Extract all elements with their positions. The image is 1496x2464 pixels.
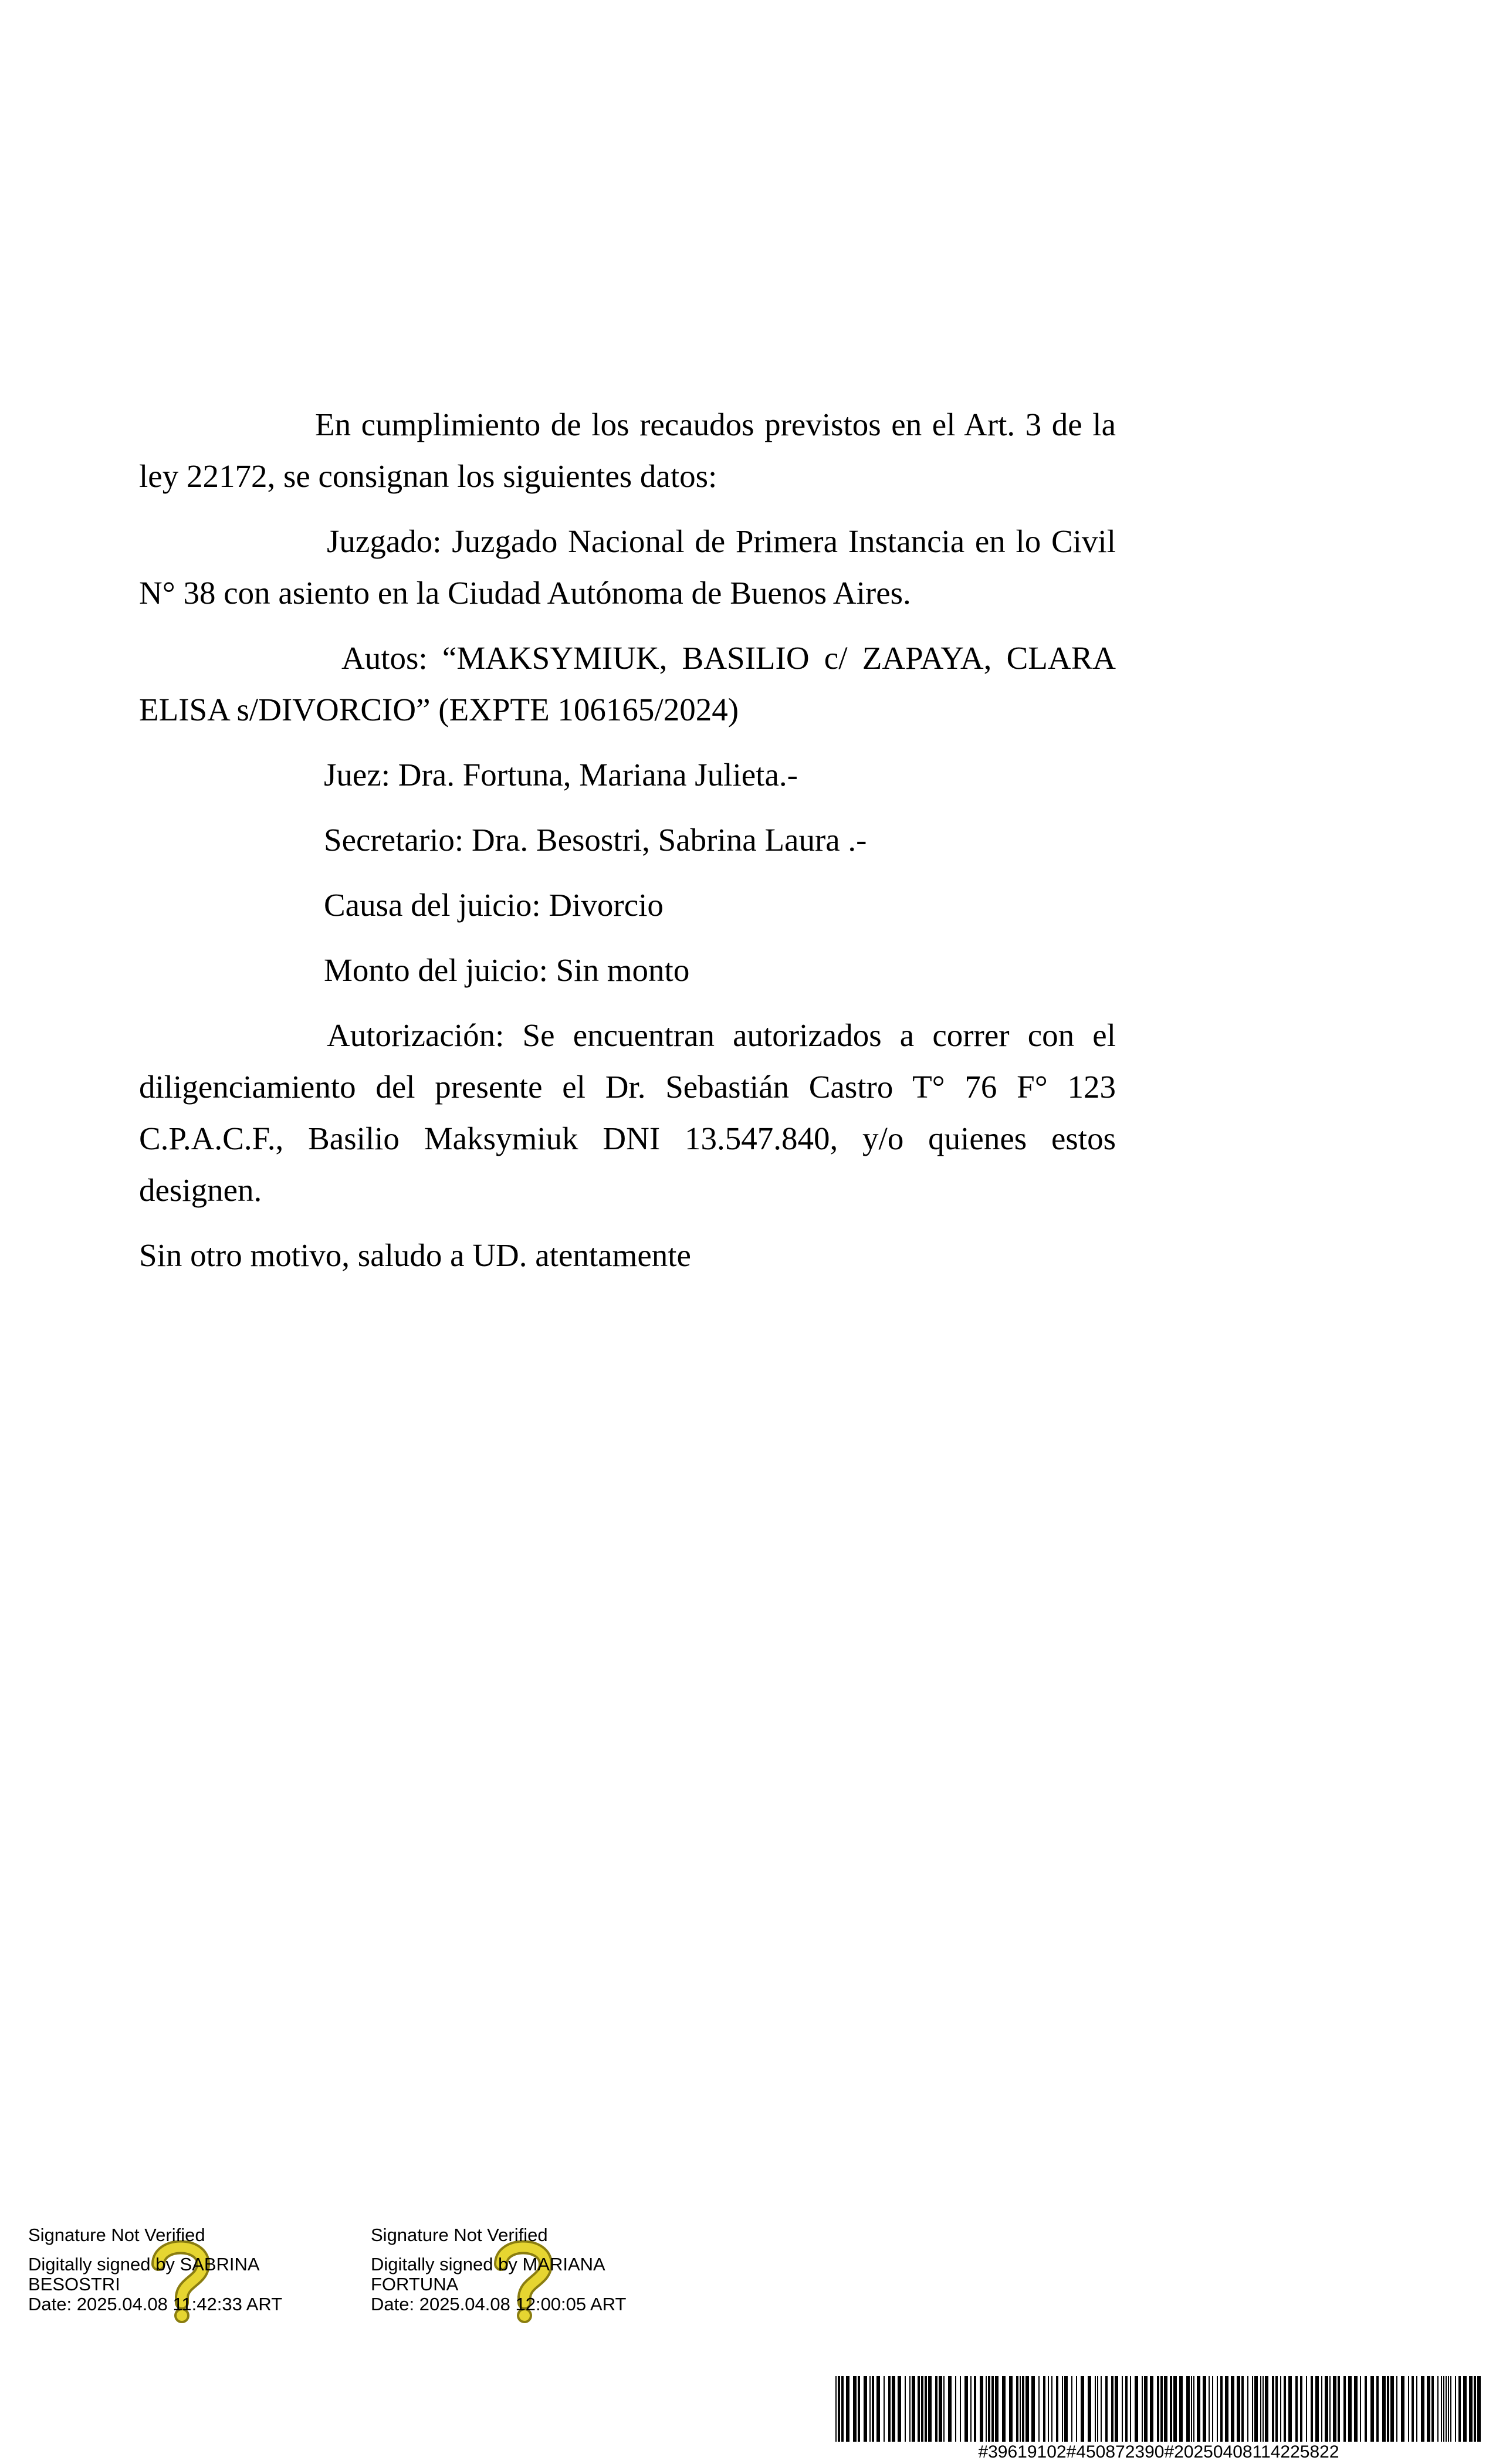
barcode-bar [995, 2376, 999, 2442]
signature-status: Signature Not Verified [371, 2225, 548, 2245]
barcode-bar [841, 2376, 844, 2442]
juez-line: Juez: Dra. Fortuna, Mariana Julieta.- [324, 757, 798, 793]
barcode-bar [1062, 2376, 1063, 2442]
barcode-bar [1343, 2376, 1346, 2442]
barcode-bar [1241, 2376, 1244, 2442]
barcode-bar [1348, 2376, 1352, 2442]
barcode-bar [955, 2376, 956, 2442]
barcode-bar [928, 2376, 932, 2442]
barcode-bar [980, 2376, 983, 2442]
barcode-bar [1025, 2376, 1029, 2442]
barcode-bar [1225, 2376, 1228, 2442]
barcode-bar [1064, 2376, 1068, 2442]
barcode-bar [1203, 2376, 1206, 2442]
barcode-bar [974, 2376, 976, 2442]
barcode-bar [1477, 2376, 1481, 2442]
barcode-bar [1280, 2376, 1281, 2442]
barcode-bar [964, 2376, 968, 2442]
barcode-bar [1365, 2376, 1367, 2442]
barcode-bar [1191, 2376, 1192, 2442]
barcode-bar [1450, 2376, 1451, 2442]
barcode-bar [1458, 2376, 1461, 2442]
barcode-bar [970, 2376, 972, 2442]
barcode-bar [1382, 2376, 1386, 2442]
barcode-bar [869, 2376, 871, 2442]
barcode-bar [1295, 2376, 1298, 2442]
barcode-bar [1441, 2376, 1442, 2442]
barcode-bar [1437, 2376, 1439, 2442]
barcode-bar [1071, 2376, 1072, 2442]
barcode-bar [1088, 2376, 1091, 2442]
barcode-bar [892, 2376, 895, 2442]
barcode-bar [1160, 2376, 1163, 2442]
barcode-bar [1315, 2376, 1319, 2442]
barcode-bar [1220, 2376, 1223, 2442]
barcode-bar [858, 2376, 860, 2442]
barcode-bar [1043, 2376, 1045, 2442]
barcode-bar [1321, 2376, 1322, 2442]
barcode-bar [1076, 2376, 1077, 2442]
barcode-bar [1370, 2376, 1374, 2442]
autos-paragraph: Autos: “MAKSYMIUK, BASILIO c/ ZAPAYA, CLARA ELISA s/DIVORCIO” (EXPTE 106165/2024) [139, 640, 1116, 727]
barcode-bar [1056, 2376, 1058, 2442]
barcode-bar [1333, 2376, 1336, 2442]
barcode-bar [884, 2376, 885, 2442]
barcode [833, 2376, 1484, 2442]
intro-paragraph: En cumplimiento de los recaudos previstos en el Art. 3 de la ley 22172, se consignan los siguientes datos: [139, 407, 1116, 494]
barcode-bar [1401, 2376, 1404, 2442]
barcode-bar [1144, 2376, 1148, 2442]
barcode-bar [1193, 2376, 1194, 2442]
barcode-bar [1360, 2376, 1361, 2442]
barcode-bar [1142, 2376, 1143, 2442]
barcode-bar [1421, 2376, 1424, 2442]
autorizacion-paragraph: Autorización: Se encuentran autorizados a correr con el diligenciamiento del presente el Dr. Sebastián Castro T° 76 F° 123 C.P.A.C.F., Basilio Maksymiuk DNI 13.547.840, y/o quienes estos designen. [139, 1017, 1116, 1208]
signature-block-besostri[interactable] [28, 2225, 333, 2314]
barcode-bar [991, 2376, 994, 2442]
barcode-bar [1231, 2376, 1234, 2442]
barcode-bar [1412, 2376, 1414, 2442]
barcode-bar [1396, 2376, 1397, 2442]
barcode-bar [872, 2376, 874, 2442]
barcode-bar [846, 2376, 849, 2442]
barcode-bar [1081, 2376, 1084, 2442]
barcode-bar [888, 2376, 891, 2442]
barcode-bar [1463, 2376, 1467, 2442]
barcode-bar [1338, 2376, 1340, 2442]
barcode-bar [1254, 2376, 1258, 2442]
barcode-bar [1431, 2376, 1434, 2442]
barcode-bar [1186, 2376, 1190, 2442]
signature-date: Date: 2025.04.08 11:42:33 ART [28, 2294, 283, 2314]
barcode-bar [1122, 2376, 1123, 2442]
juzgado-paragraph: Juzgado: Juzgado Nacional de Primera Instancia en lo Civil N° 38 con asiento en la Ciudad Autónoma de Buenos Aires. [139, 523, 1116, 611]
barcode-bar [838, 2376, 840, 2442]
barcode-bar [935, 2376, 937, 2442]
barcode-bar [1448, 2376, 1449, 2442]
barcode-bar [1170, 2376, 1172, 2442]
barcode-bar [1300, 2376, 1302, 2442]
barcode-bar [905, 2376, 906, 2442]
barcode-bar [1020, 2376, 1021, 2442]
barcode-bar [1288, 2376, 1292, 2442]
barcode-bar [918, 2376, 920, 2442]
barcode-bar [948, 2376, 952, 2442]
barcode-bar [835, 2376, 837, 2442]
barcode-bar [876, 2376, 880, 2442]
barcode-bar [1173, 2376, 1177, 2442]
barcode-bar [1115, 2376, 1118, 2442]
barcode-bar [960, 2376, 961, 2442]
barcode-bar [1311, 2376, 1313, 2442]
signer-name: FORTUNA [371, 2274, 459, 2294]
barcode-bar [1455, 2376, 1456, 2442]
barcode-bar [925, 2376, 927, 2442]
barcode-bar [939, 2376, 942, 2442]
barcode-bar [1009, 2376, 1013, 2442]
barcode-bar [1416, 2376, 1417, 2442]
barcode-bar [1265, 2376, 1268, 2442]
barcode-bar [1325, 2376, 1328, 2442]
barcode-bar [1150, 2376, 1153, 2442]
secretario-line: Secretario: Dra. Besostri, Sabrina Laura .- [324, 822, 867, 858]
barcode-bar [1157, 2376, 1159, 2442]
barcode-bar [1179, 2376, 1183, 2442]
signature-block-fortuna[interactable] [371, 2225, 676, 2314]
barcode-bar [1051, 2376, 1052, 2442]
barcode-bar [943, 2376, 945, 2442]
barcode-bar [1469, 2376, 1473, 2442]
barcode-bar [1111, 2376, 1113, 2442]
barcode-bar [1387, 2376, 1389, 2442]
barcode-bar [1022, 2376, 1024, 2442]
barcode-bar [1130, 2376, 1131, 2442]
barcode-bar [1002, 2376, 1006, 2442]
barcode-bar [1376, 2376, 1379, 2442]
barcode-bar [1329, 2376, 1331, 2442]
barcode-number: #39619102#450872390#20250408114225822 [978, 2442, 1339, 2462]
barcode-bar [1048, 2376, 1049, 2442]
signer-name: BESOSTRI [28, 2274, 120, 2294]
barcode-bar [1275, 2376, 1278, 2442]
barcode-bar [1408, 2376, 1409, 2442]
barcode-bar [1427, 2376, 1430, 2442]
barcode-bar [1105, 2376, 1108, 2442]
barcode-bar [1209, 2376, 1210, 2442]
barcode-bar [1284, 2376, 1286, 2442]
barcode-bar [1474, 2376, 1476, 2442]
document-body [139, 399, 1116, 1281]
barcode-bar [1016, 2376, 1018, 2442]
signer-line: Digitally signed by MARIANA [371, 2254, 605, 2275]
barcode-bar [1354, 2376, 1358, 2442]
barcode-bar [912, 2376, 915, 2442]
signer-line: Digitally signed by SABRINA [28, 2254, 260, 2275]
barcode-bar [1135, 2376, 1138, 2442]
barcode-bar [1095, 2376, 1096, 2442]
barcode-bar [1390, 2376, 1394, 2442]
barcode-bar [1197, 2376, 1200, 2442]
barcode-bar [909, 2376, 911, 2442]
barcode-bar [1263, 2376, 1264, 2442]
monto-line: Monto del juicio: Sin monto [324, 952, 690, 988]
barcode-bar [1164, 2376, 1167, 2442]
barcode-bar [986, 2376, 987, 2442]
barcode-bar [988, 2376, 990, 2442]
barcode-bar [1306, 2376, 1307, 2442]
signature-date: Date: 2025.04.08 12:00:05 ART [371, 2294, 627, 2314]
signature-status: Signature Not Verified [28, 2225, 205, 2245]
barcode-bar [1125, 2376, 1128, 2442]
barcode-bar [1443, 2376, 1444, 2442]
barcode-bar [1038, 2376, 1040, 2442]
barcode-bar [853, 2376, 857, 2442]
barcode-bar [1260, 2376, 1261, 2442]
barcode-bar [921, 2376, 923, 2442]
barcode-bar [1031, 2376, 1035, 2442]
barcode-bar [1446, 2376, 1447, 2442]
barcode-bar [1101, 2376, 1102, 2442]
barcode-bar [898, 2376, 901, 2442]
barcode-bar [1212, 2376, 1213, 2442]
barcode-bar [1272, 2376, 1274, 2442]
causa-line: Causa del juicio: Divorcio [324, 887, 664, 923]
barcode-bar [1252, 2376, 1253, 2442]
barcode-bar [1237, 2376, 1240, 2442]
barcode-bar [864, 2376, 867, 2442]
barcode-bar [1217, 2376, 1218, 2442]
barcode-bar [1097, 2376, 1098, 2442]
closing-line: Sin otro motivo, saludo a UD. atentamente [139, 1237, 691, 1273]
barcode-bar [1247, 2376, 1248, 2442]
